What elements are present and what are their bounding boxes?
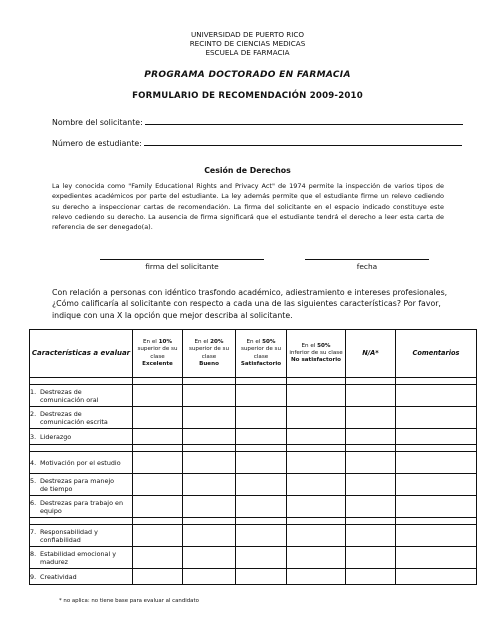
- criterion-cell: [30, 569, 133, 585]
- column-not-satisfactory: [287, 330, 346, 378]
- criterion-text: Liderazgo: [40, 432, 72, 441]
- column-label: Bueno: [199, 360, 219, 367]
- institution-header: [0, 30, 495, 57]
- rating-cell[interactable]: [287, 429, 346, 445]
- column-excellent: [133, 330, 183, 378]
- table-row: [30, 429, 477, 445]
- rating-cell[interactable]: [133, 569, 183, 585]
- campus-name: RECINTO DE CIENCIAS MEDICAS: [189, 39, 306, 48]
- rating-cell[interactable]: [183, 385, 236, 407]
- criterion-text: Destrezas para trabajo en equipo: [40, 498, 124, 515]
- rating-cell[interactable]: [183, 525, 236, 547]
- rating-cell[interactable]: [287, 496, 346, 518]
- table-row: [30, 547, 477, 569]
- rating-cell[interactable]: [287, 474, 346, 496]
- rating-cell[interactable]: [236, 525, 287, 547]
- program-title: PROGRAMA DOCTORADO EN FARMACIA: [144, 70, 351, 80]
- rating-cell[interactable]: [183, 569, 236, 585]
- rating-cell[interactable]: [236, 452, 287, 474]
- comment-cell[interactable]: [396, 452, 477, 474]
- rating-cell[interactable]: [183, 429, 236, 445]
- comment-cell[interactable]: [396, 496, 477, 518]
- criterion-cell: [30, 385, 133, 407]
- criterion-number: 4.: [30, 458, 37, 467]
- na-cell[interactable]: [346, 474, 396, 496]
- rating-cell[interactable]: [287, 525, 346, 547]
- rating-cell[interactable]: [133, 525, 183, 547]
- rating-cell[interactable]: [133, 407, 183, 429]
- rights-paragraph: La ley conocida como "Family Educational Rights and Privacy Act" de 1974 permite la inspección de varios tipos de expedientes académicos por parte del estudiante. La ley además permite que el estudiante firme un relevo cediendo su derecho a inspeccionar cartas de recomendación. La firma del solicitante en el espacio indicado constituye este relevo cediendo su derecho. La ausencia de firma significará que el estudiante tendrá el derecho a leer esta carta de referencia de ser denegado(a).: [52, 182, 444, 232]
- criterion-cell: [30, 452, 133, 474]
- column-label: Excelente: [142, 360, 173, 367]
- column-satisfactory: [236, 330, 287, 378]
- criterion-number: 8.: [30, 549, 37, 558]
- table-spacer: [30, 518, 477, 525]
- table-header-row: [30, 330, 477, 378]
- rating-cell[interactable]: [133, 385, 183, 407]
- footnote: * no aplica: no tiene base para evaluar al candidato: [59, 598, 199, 604]
- na-cell[interactable]: [346, 407, 396, 429]
- form-title: FORMULARIO DE RECOMENDACIÓN 2009-2010: [132, 91, 363, 101]
- comment-cell[interactable]: [396, 547, 477, 569]
- criterion-text: Estabilidad emocional y madurez: [40, 549, 117, 566]
- comment-cell[interactable]: [396, 385, 477, 407]
- comment-cell[interactable]: [396, 474, 477, 496]
- column-post: inferior de su clase: [289, 349, 343, 356]
- column-pre: En el: [194, 339, 211, 346]
- table-row: [30, 496, 477, 518]
- comments-header: Comentarios: [396, 330, 477, 378]
- criteria-header: Características a evaluar: [30, 330, 133, 378]
- na-cell[interactable]: [346, 452, 396, 474]
- rating-cell[interactable]: [236, 385, 287, 407]
- column-label: Satisfactorio: [240, 360, 282, 367]
- column-post: superior de su clase: [240, 346, 282, 360]
- applicant-name-line[interactable]: [145, 116, 463, 125]
- table-row: [30, 525, 477, 547]
- na-cell[interactable]: [346, 569, 396, 585]
- criterion-cell: [30, 429, 133, 445]
- school-name: ESCUELA DE FARMACIA: [205, 48, 290, 57]
- rating-cell[interactable]: [236, 547, 287, 569]
- student-number-line[interactable]: [144, 137, 462, 146]
- table-row: [30, 474, 477, 496]
- rating-cell[interactable]: [287, 569, 346, 585]
- comment-cell[interactable]: [396, 407, 477, 429]
- criterion-number: 6.: [30, 498, 37, 507]
- student-number-label: Número de estudiante:: [52, 139, 142, 148]
- na-header: N/A*: [346, 330, 396, 378]
- rating-cell[interactable]: [236, 569, 287, 585]
- criterion-text: Destrezas para manejo de tiempo: [40, 476, 115, 493]
- date-label: fecha: [356, 262, 378, 271]
- rating-cell[interactable]: [287, 407, 346, 429]
- column-pre: En el: [246, 339, 263, 346]
- criterion-cell: [30, 547, 133, 569]
- column-post: superior de su clase: [188, 346, 230, 360]
- rights-heading: Cesión de Derechos: [204, 166, 291, 175]
- criterion-number: 5.: [30, 476, 37, 485]
- university-name: UNIVERSIDAD DE PUERTO RICO: [190, 30, 305, 39]
- rating-cell[interactable]: [183, 407, 236, 429]
- student-number-field: [52, 137, 462, 148]
- criterion-number: 1.: [30, 387, 37, 396]
- column-good: [183, 330, 236, 378]
- rating-cell[interactable]: [287, 452, 346, 474]
- na-cell[interactable]: [346, 547, 396, 569]
- evaluation-question: Con relación a personas con idéntico trasfondo académico, adiestramiento e intereses profesionales, ¿Cómo calificaría al solicitante con respecto a cada una de las siguientes características? Por favor, indique con una X la opción que mejor describa al solicitante.: [52, 288, 448, 320]
- rating-cell[interactable]: [183, 474, 236, 496]
- criterion-number: 3.: [30, 432, 37, 441]
- rating-cell[interactable]: [133, 429, 183, 445]
- criterion-number: 9.: [30, 572, 37, 581]
- evaluation-table: [29, 329, 477, 585]
- column-percent: 10%: [158, 339, 173, 346]
- table-spacer: [30, 378, 477, 385]
- column-pre: En el: [301, 342, 318, 349]
- criterion-cell: [30, 496, 133, 518]
- na-cell[interactable]: [346, 385, 396, 407]
- criterion-cell: [30, 474, 133, 496]
- column-percent: 50%: [317, 342, 331, 349]
- column-label: No satisfactorio: [290, 357, 342, 364]
- rating-cell[interactable]: [183, 547, 236, 569]
- applicant-name-field: [52, 116, 463, 127]
- table-row: [30, 569, 477, 585]
- criterion-number: 7.: [30, 527, 37, 536]
- column-pre: En el: [142, 339, 159, 346]
- comment-cell[interactable]: [396, 569, 477, 585]
- na-cell[interactable]: [346, 525, 396, 547]
- column-percent: 20%: [210, 339, 224, 346]
- rating-cell[interactable]: [236, 496, 287, 518]
- criterion-number: 2.: [30, 409, 37, 418]
- comment-cell[interactable]: [396, 429, 477, 445]
- rating-cell[interactable]: [287, 547, 346, 569]
- column-percent: 50%: [262, 339, 276, 346]
- table-row: [30, 385, 477, 407]
- table-row: [30, 452, 477, 474]
- na-cell[interactable]: [346, 429, 396, 445]
- rating-cell[interactable]: [133, 452, 183, 474]
- rating-cell[interactable]: [133, 547, 183, 569]
- na-cell[interactable]: [346, 496, 396, 518]
- criterion-cell: [30, 407, 133, 429]
- criterion-text: Responsabilidad y confiabilidad: [40, 527, 98, 544]
- criterion-text: Destrezas de comunicación oral: [40, 387, 99, 404]
- rating-cell[interactable]: [183, 452, 236, 474]
- criterion-text: Creatividad: [40, 572, 77, 581]
- rating-cell[interactable]: [133, 496, 183, 518]
- rating-cell[interactable]: [236, 474, 287, 496]
- signature-label: firma del solicitante: [145, 262, 219, 271]
- criterion-text: Destrezas de comunicación escrita: [40, 409, 108, 426]
- comment-cell[interactable]: [396, 525, 477, 547]
- column-post: superior de su clase: [137, 346, 178, 360]
- rating-cell[interactable]: [236, 429, 287, 445]
- applicant-name-label: Nombre del solicitante:: [52, 118, 143, 127]
- rating-cell[interactable]: [133, 474, 183, 496]
- criterion-cell: [30, 525, 133, 547]
- criterion-text: Motivación por el estudio: [40, 458, 121, 467]
- date-line[interactable]: [305, 259, 429, 260]
- rating-cell[interactable]: [236, 407, 287, 429]
- rating-cell[interactable]: [287, 385, 346, 407]
- signature-line[interactable]: [100, 259, 264, 260]
- table-spacer: [30, 445, 477, 452]
- table-row: [30, 407, 477, 429]
- rating-cell[interactable]: [183, 496, 236, 518]
